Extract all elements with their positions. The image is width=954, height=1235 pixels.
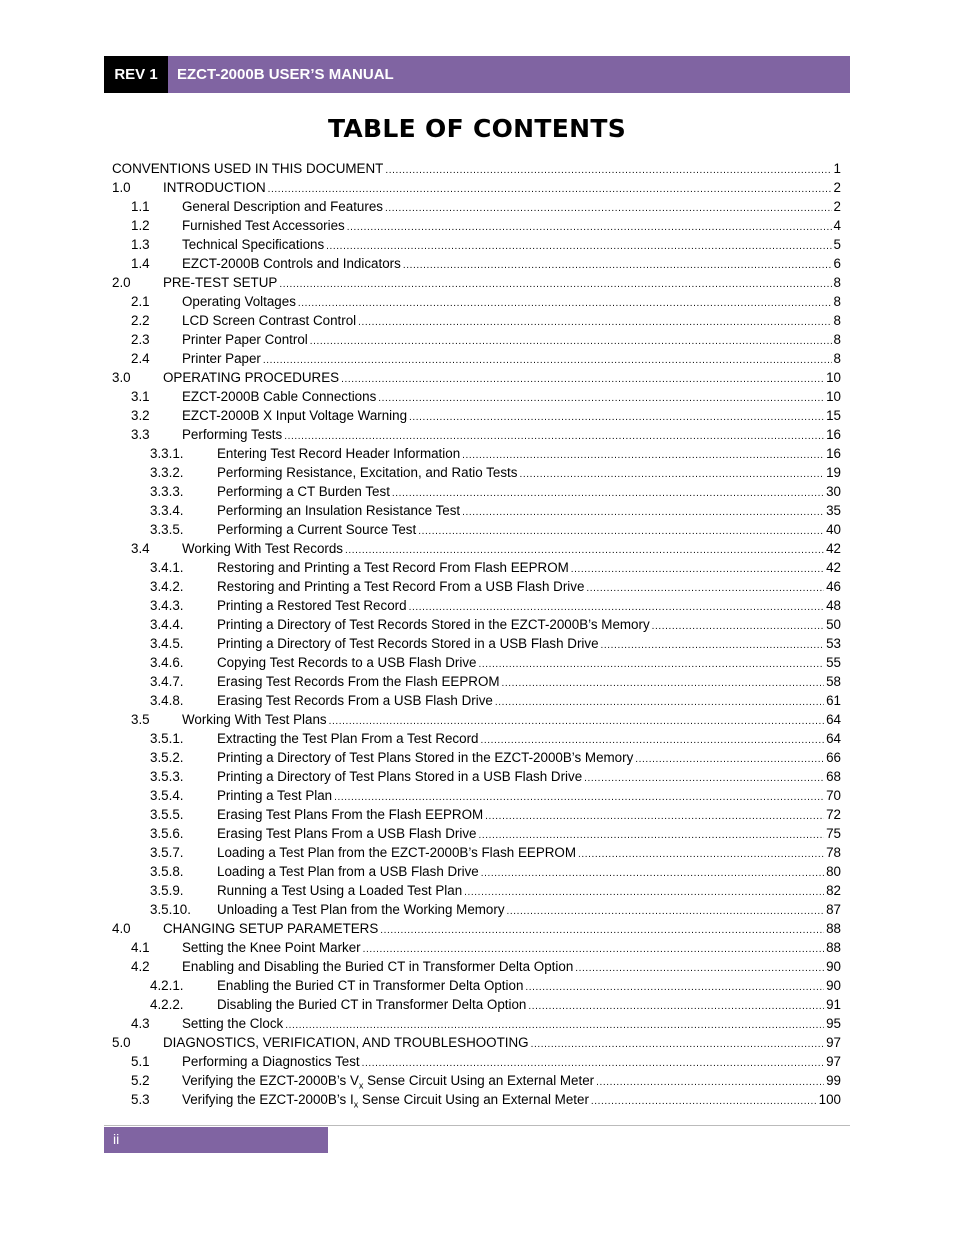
toc-entry-title [182, 292, 296, 311]
toc-entry-page: 6 [833, 256, 841, 271]
toc-entry-title-text: Sense Circuit Using an External Meter [358, 1092, 589, 1107]
toc-entry-number: 4.2.1. [150, 978, 184, 993]
dot-leader [479, 655, 825, 674]
page-title: TABLE OF CONTENTS [328, 114, 626, 143]
toc-entry[interactable] [112, 520, 841, 539]
dot-leader [495, 693, 824, 712]
toc-entry-number: 3.4.2. [150, 579, 184, 594]
toc-entry[interactable] [112, 710, 841, 729]
toc-entry[interactable] [112, 634, 841, 653]
footer-divider [104, 1125, 850, 1126]
toc-entry-page: 2 [833, 180, 841, 195]
toc-entry-page: 88 [826, 940, 841, 955]
toc-entry-page: 72 [826, 807, 841, 822]
toc-entry-number: 3.5.6. [150, 826, 184, 841]
toc-entry-page: 78 [826, 845, 841, 860]
toc-entry[interactable] [112, 330, 841, 349]
toc-entry[interactable] [112, 501, 841, 520]
toc-entry-number: 3.5.4. [150, 788, 184, 803]
toc-entry-number: 4.0 [112, 921, 131, 936]
toc-entry-page: 8 [833, 332, 841, 347]
toc-entry[interactable] [112, 824, 841, 843]
toc-entry-title-text: EZCT-2000B X Input Voltage Warning [182, 408, 408, 423]
toc-entry-title-text: Sense Circuit Using an External Meter [363, 1073, 595, 1088]
dot-leader [596, 1073, 824, 1092]
toc-entry-title [182, 254, 401, 273]
toc-entry-number: 2.1 [131, 294, 150, 309]
dot-leader [601, 636, 825, 655]
dot-leader [591, 1092, 817, 1111]
toc-entry-page: 87 [826, 902, 841, 917]
toc-entry-page: 35 [826, 503, 841, 518]
toc-entry-title-text: Copying Test Records to a USB Flash Drive [217, 655, 477, 670]
toc-entry-title [217, 729, 478, 748]
toc-entry-title-text: Performing an Insulation Resistance Test [217, 503, 461, 518]
toc-entry-title [217, 862, 479, 881]
toc-entry-title-text: Verifying the EZCT-2000B’s V [182, 1073, 359, 1088]
toc-entry[interactable] [112, 862, 841, 881]
toc-entry-title-text: Setting the Knee Point Marker [182, 940, 361, 955]
toc-entry[interactable] [112, 919, 841, 938]
toc-entry-page: 48 [826, 598, 841, 613]
dot-leader [525, 978, 824, 997]
toc-entry-number: 3.5.10. [150, 902, 191, 917]
toc-entry-title [217, 786, 332, 805]
toc-entry-title-text: Printer Paper [182, 351, 261, 366]
toc-entry-title-text: LCD Screen Contrast Control [182, 313, 357, 328]
toc-entry-title-text: Loading a Test Plan from the EZCT-2000B’s Flash EEPROM [217, 845, 576, 860]
toc-entry-title-text: DIAGNOSTICS, VERIFICATION, AND TROUBLESHOOTING [163, 1035, 529, 1050]
toc-entry-title [182, 216, 345, 235]
toc-entry-title [182, 539, 343, 558]
toc-entry-page: 16 [826, 427, 841, 442]
toc-entry-number: 2.4 [131, 351, 150, 366]
toc-entry[interactable] [112, 1052, 841, 1071]
toc-entry-number: 3.4 [131, 541, 150, 556]
toc-entry-page: 97 [826, 1035, 841, 1050]
manual-title: EZCT-2000B USER’S MANUAL [168, 56, 850, 93]
toc-entry-page: 50 [826, 617, 841, 632]
dot-leader [409, 408, 824, 427]
toc-entry[interactable] [112, 368, 841, 387]
toc-entry-number: 3.5.8. [150, 864, 184, 879]
table-of-contents [112, 159, 841, 1109]
revision-label: REV 1 [104, 56, 168, 93]
toc-entry-page: 15 [826, 408, 841, 423]
toc-entry-title-text: Performing Tests [182, 427, 283, 442]
toc-entry-page: 8 [833, 351, 841, 366]
toc-entry[interactable] [112, 178, 841, 197]
toc-entry[interactable] [112, 805, 841, 824]
toc-entry-title-text: Loading a Test Plan from a USB Flash Drive [217, 864, 479, 879]
toc-entry-title-text: Entering Test Record Header Information [217, 446, 461, 461]
dot-leader [385, 161, 831, 180]
toc-entry-title-text: Operating Voltages [182, 294, 296, 309]
dot-leader [519, 465, 824, 484]
dot-leader [385, 199, 832, 218]
toc-entry-page: 68 [826, 769, 841, 784]
toc-entry-number: 3.5.2. [150, 750, 184, 765]
toc-entry-title-text: Running a Test Using a Loaded Test Plan [217, 883, 463, 898]
toc-entry-title-text: Printing a Directory of Test Records Stored in the EZCT-2000B’s Memory [217, 617, 650, 632]
footer-page-number: ii [104, 1127, 328, 1153]
toc-entry-title-text: Erasing Test Plans From a USB Flash Drive [217, 826, 477, 841]
toc-entry-title [217, 463, 517, 482]
toc-entry[interactable] [112, 235, 841, 254]
toc-entry-title [182, 197, 383, 216]
toc-entry-title-text: Unloading a Test Plan from the Working Memory [217, 902, 505, 917]
toc-entry[interactable] [112, 254, 841, 273]
toc-entry[interactable] [112, 767, 841, 786]
toc-entry-title [163, 368, 339, 387]
toc-entry-page: 64 [826, 731, 841, 746]
toc-entry-title [217, 767, 582, 786]
toc-entry-title [182, 957, 573, 976]
toc-entry-page: 42 [826, 560, 841, 575]
toc-entry-page: 42 [826, 541, 841, 556]
toc-entry[interactable] [112, 425, 841, 444]
toc-entry-number: 3.4.5. [150, 636, 184, 651]
toc-entry-title [217, 634, 599, 653]
toc-entry[interactable] [112, 216, 841, 235]
toc-entry[interactable] [112, 273, 841, 292]
toc-entry[interactable] [112, 1014, 841, 1033]
dot-leader [341, 370, 824, 389]
dot-leader [502, 674, 825, 693]
toc-entry-title-text: EZCT-2000B Controls and Indicators [182, 256, 401, 271]
toc-entry-page: 30 [826, 484, 841, 499]
toc-entry-title [163, 273, 277, 292]
toc-entry-title [182, 425, 282, 444]
toc-entry-number: 3.3 [131, 427, 150, 442]
toc-entry-title [217, 501, 460, 520]
toc-entry-page: 4 [833, 218, 841, 233]
toc-entry-page: 8 [833, 294, 841, 309]
toc-entry[interactable] [112, 881, 841, 900]
dot-leader [575, 959, 824, 978]
toc-entry-title [217, 520, 416, 539]
dot-leader [578, 845, 824, 864]
toc-entry[interactable] [112, 482, 841, 501]
toc-entry-number: 3.3.5. [150, 522, 184, 537]
toc-entry[interactable] [112, 843, 841, 862]
toc-entry-title-text: Erasing Test Records From the Flash EEPROM [217, 674, 500, 689]
toc-entry-title-text: Printing a Directory of Test Plans Stored in a USB Flash Drive [217, 769, 583, 784]
toc-entry-number: 4.2 [131, 959, 150, 974]
toc-entry[interactable] [112, 672, 841, 691]
toc-entry-title-text: Setting the Clock [182, 1016, 284, 1031]
toc-entry-page: 58 [826, 674, 841, 689]
page-header [104, 56, 850, 93]
toc-entry-number: 1.4 [131, 256, 150, 271]
toc-entry-title [217, 995, 526, 1014]
toc-entry-title [217, 691, 493, 710]
dot-leader [464, 883, 824, 902]
toc-entry[interactable] [112, 1033, 841, 1052]
dot-leader [279, 275, 831, 294]
toc-entry-title [217, 900, 505, 919]
toc-entry-title-text: EZCT-2000B Cable Connections [182, 389, 377, 404]
toc-entry-title [182, 387, 376, 406]
toc-entry-title-text: INTRODUCTION [163, 180, 266, 195]
dot-leader [298, 294, 832, 313]
toc-entry-page: 8 [833, 313, 841, 328]
toc-entry[interactable] [112, 558, 841, 577]
toc-entry-title [163, 919, 378, 938]
toc-entry-title [217, 615, 650, 634]
toc-entry-number: 3.5 [131, 712, 150, 727]
toc-entry-page: 97 [826, 1054, 841, 1069]
toc-entry[interactable] [112, 1090, 841, 1109]
toc-entry-number: 5.3 [131, 1092, 150, 1107]
toc-entry-number: 4.2.2. [150, 997, 184, 1012]
toc-entry-page: 64 [826, 712, 841, 727]
dot-leader [403, 256, 832, 275]
toc-entry-subscript: x [353, 1099, 359, 1110]
toc-entry-number: 3.3.4. [150, 503, 184, 518]
toc-entry-page: 75 [826, 826, 841, 841]
toc-entry-number: 3.5.1. [150, 731, 184, 746]
toc-entry[interactable] [112, 596, 841, 615]
toc-entry-title-text: Performing a Current Source Test [217, 522, 417, 537]
toc-entry-title-text: Erasing Test Plans From the Flash EEPROM [217, 807, 484, 822]
toc-entry[interactable] [112, 900, 841, 919]
dot-leader [507, 902, 825, 921]
toc-entry-page: 55 [826, 655, 841, 670]
dot-leader [584, 769, 824, 788]
dot-leader [635, 750, 824, 769]
toc-entry-number: 1.0 [112, 180, 131, 195]
toc-entry-number: 3.4.8. [150, 693, 184, 708]
toc-entry-title [182, 938, 361, 957]
toc-entry-page: 10 [826, 389, 841, 404]
dot-leader [310, 332, 832, 351]
toc-entry-title-text: Enabling and Disabling the Buried CT in Transformer Delta Option [182, 959, 574, 974]
toc-entry-number: 2.0 [112, 275, 131, 290]
toc-entry[interactable] [112, 311, 841, 330]
toc-entry-title-text: Performing Resistance, Excitation, and Ratio Tests [217, 465, 518, 480]
dot-leader [571, 560, 824, 579]
toc-entry-title [182, 1090, 589, 1115]
dot-leader [586, 579, 824, 598]
toc-entry-number: 5.0 [112, 1035, 131, 1050]
toc-entry-page: 91 [826, 997, 841, 1012]
dot-leader [326, 237, 831, 256]
toc-entry-number: 1.1 [131, 199, 150, 214]
toc-entry-number: 5.2 [131, 1073, 150, 1088]
toc-entry-title [182, 330, 308, 349]
dot-leader [378, 389, 824, 408]
toc-entry-title [182, 1052, 360, 1071]
toc-entry[interactable] [112, 159, 841, 178]
toc-entry-subscript: x [358, 1080, 364, 1091]
toc-entry-page: 5 [833, 237, 841, 252]
toc-entry-title [217, 444, 460, 463]
dot-leader [528, 997, 824, 1016]
toc-entry-page: 16 [826, 446, 841, 461]
toc-entry-number: 3.3.3. [150, 484, 184, 499]
toc-entry-page: 100 [818, 1092, 841, 1107]
toc-entry-number: 3.5.7. [150, 845, 184, 860]
toc-entry[interactable] [112, 957, 841, 976]
toc-entry-number: 4.1 [131, 940, 150, 955]
toc-entry[interactable] [112, 197, 841, 216]
toc-entry-page: 2 [833, 199, 841, 214]
toc-entry[interactable] [112, 292, 841, 311]
toc-entry-title [182, 406, 407, 425]
toc-entry-title [217, 824, 476, 843]
toc-entry-title-text: Extracting the Test Plan From a Test Record [217, 731, 479, 746]
toc-entry-title [217, 976, 523, 995]
toc-entry-number: 1.3 [131, 237, 150, 252]
toc-entry-page: 80 [826, 864, 841, 879]
toc-entry[interactable] [112, 976, 841, 995]
toc-entry-title [217, 881, 462, 900]
dot-leader [652, 617, 824, 636]
toc-entry-title-text: PRE-TEST SETUP [163, 275, 278, 290]
toc-entry-title-text: CONVENTIONS USED IN THIS DOCUMENT [112, 161, 384, 176]
toc-entry-title-text: Performing a CT Burden Test [217, 484, 390, 499]
toc-entry-page: 90 [826, 959, 841, 974]
toc-entry-number: 3.0 [112, 370, 131, 385]
toc-entry-page: 10 [826, 370, 841, 385]
toc-entry-number: 3.4.6. [150, 655, 184, 670]
toc-entry-title-text: Working With Test Plans [182, 712, 327, 727]
toc-entry-title [182, 710, 327, 729]
toc-entry-number: 1.2 [131, 218, 150, 233]
toc-entry-title-text: Enabling the Buried CT in Transformer Delta Option [217, 978, 524, 993]
toc-entry-page: 88 [826, 921, 841, 936]
toc-entry-title-text: Printing a Directory of Test Records Stored in a USB Flash Drive [217, 636, 599, 651]
toc-entry-title [217, 653, 477, 672]
toc-entry[interactable] [112, 577, 841, 596]
toc-entry[interactable] [112, 748, 841, 767]
toc-entry-page: 53 [826, 636, 841, 651]
toc-entry-page: 19 [826, 465, 841, 480]
toc-entry-title [163, 1033, 529, 1052]
toc-entry-page: 46 [826, 579, 841, 594]
toc-entry-number: 3.3.2. [150, 465, 184, 480]
toc-entry-page: 66 [826, 750, 841, 765]
toc-entry-page: 1 [833, 161, 841, 176]
toc-entry-number: 3.5.5. [150, 807, 184, 822]
toc-entry-page: 90 [826, 978, 841, 993]
toc-entry-page: 99 [826, 1073, 841, 1088]
toc-entry-title [182, 311, 356, 330]
toc-entry-title-text: Erasing Test Records From a USB Flash Drive [217, 693, 493, 708]
dot-leader [263, 351, 832, 370]
toc-entry-number: 3.4.4. [150, 617, 184, 632]
toc-entry-title-text: Verifying the EZCT-2000B’s I [182, 1092, 354, 1107]
toc-entry[interactable] [112, 691, 841, 710]
toc-entry-title [182, 349, 261, 368]
dot-leader [358, 313, 831, 332]
toc-entry-title [217, 748, 633, 767]
toc-entry[interactable] [112, 463, 841, 482]
dot-leader [418, 522, 824, 541]
toc-entry-title [163, 178, 266, 197]
toc-entry[interactable] [112, 653, 841, 672]
toc-entry-page: 8 [833, 275, 841, 290]
toc-entry[interactable] [112, 995, 841, 1014]
toc-entry-number: 3.5.3. [150, 769, 184, 784]
toc-entry-title [217, 577, 584, 596]
toc-entry-number: 5.1 [131, 1054, 150, 1069]
toc-entry-number: 3.4.7. [150, 674, 184, 689]
toc-entry-title-text: Printing a Test Plan [217, 788, 333, 803]
toc-entry-title [182, 235, 324, 254]
toc-entry-page: 82 [826, 883, 841, 898]
toc-entry[interactable] [112, 539, 841, 558]
toc-entry-title-text: Performing a Diagnostics Test [182, 1054, 360, 1069]
toc-entry-title-text: Restoring and Printing a Test Record From a USB Flash Drive [217, 579, 585, 594]
toc-entry-title-text: Printing a Restored Test Record [217, 598, 407, 613]
toc-entry-title-text: Restoring and Printing a Test Record From Flash EEPROM [217, 560, 569, 575]
toc-entry[interactable] [112, 387, 841, 406]
toc-entry-title [217, 805, 483, 824]
toc-entry-title [217, 843, 576, 862]
toc-entry-title-text: CHANGING SETUP PARAMETERS [163, 921, 379, 936]
toc-entry-number: 3.4.1. [150, 560, 184, 575]
toc-entry[interactable] [112, 786, 841, 805]
dot-leader [347, 218, 832, 237]
dot-leader [531, 1035, 825, 1054]
toc-entry-number: 2.3 [131, 332, 150, 347]
dot-leader [485, 807, 824, 826]
toc-entry-page: 61 [826, 693, 841, 708]
toc-entry-title [217, 672, 500, 691]
toc-entry-number: 4.3 [131, 1016, 150, 1031]
toc-entry[interactable] [112, 406, 841, 425]
dot-leader [481, 864, 824, 883]
toc-entry-title-text: OPERATING PROCEDURES [163, 370, 340, 385]
toc-entry-page: 40 [826, 522, 841, 537]
dot-leader [380, 921, 824, 940]
toc-entry-title-text: Furnished Test Accessories [182, 218, 345, 233]
toc-entry[interactable] [112, 444, 841, 463]
toc-entry-title [217, 482, 390, 501]
toc-entry-title-text: Technical Specifications [182, 237, 325, 252]
toc-entry-number: 3.4.3. [150, 598, 184, 613]
toc-entry-number: 3.5.9. [150, 883, 184, 898]
toc-entry[interactable] [112, 729, 841, 748]
toc-entry-page: 70 [826, 788, 841, 803]
toc-entry-title-text: Disabling the Buried CT in Transformer Delta Option [217, 997, 527, 1012]
toc-entry[interactable] [112, 349, 841, 368]
toc-entry-title-text: Printer Paper Control [182, 332, 308, 347]
toc-entry[interactable] [112, 938, 841, 957]
toc-entry-title-text: Printing a Directory of Test Plans Stored in the EZCT-2000B’s Memory [217, 750, 634, 765]
toc-entry-title [217, 596, 407, 615]
dot-leader [462, 503, 824, 522]
toc-entry-page: 95 [826, 1016, 841, 1031]
toc-entry-number: 3.2 [131, 408, 150, 423]
toc-entry[interactable] [112, 615, 841, 634]
toc-entry-title-text: Working With Test Records [182, 541, 343, 556]
toc-entry-number: 2.2 [131, 313, 150, 328]
toc-entry-number: 3.3.1. [150, 446, 184, 461]
toc-entry-number: 3.1 [131, 389, 150, 404]
toc-entry-title [217, 558, 569, 577]
toc-entry-title [112, 159, 383, 178]
toc-entry[interactable] [112, 1071, 841, 1090]
toc-entry-title-text: General Description and Features [182, 199, 383, 214]
toc-entry-title [182, 1014, 283, 1033]
